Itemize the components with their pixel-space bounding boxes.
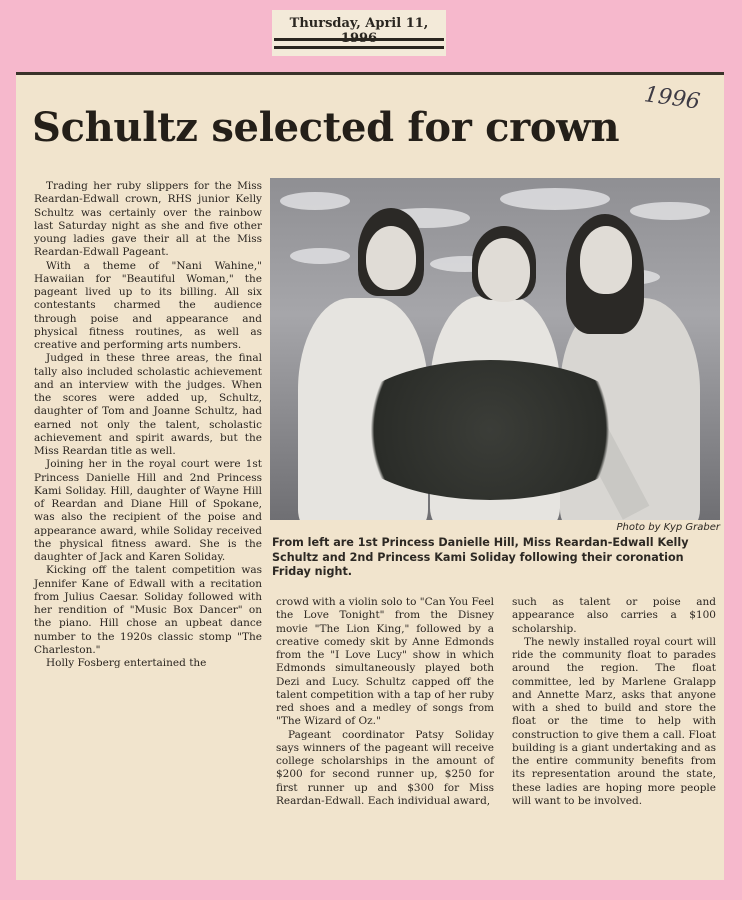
article-column-2: [276, 596, 494, 808]
paragraph: such as talent or poise and appearance also carries a $100 scholarship.: [512, 596, 716, 635]
paragraph: Kicking off the talent competition was Jennifer Kane of Edwall with a recitation from Julius Caesar. Soliday followed with her rendition of "Music Box Dancer" on the piano. Hill chose an upbeat dance number to the 1920s classic stomp "The Charleston.": [34, 564, 262, 656]
headline: Schultz selected for crown: [32, 104, 620, 151]
article-column-3: [512, 596, 716, 808]
publication-date: Thursday, April 11,: [289, 16, 429, 31]
handwritten-year: 1996: [642, 82, 702, 115]
top-border: [16, 72, 724, 75]
photo-caption: From left are 1st Princess Danielle Hill, Miss Reardan-Edwall Kelly Schultz and 2nd Princess Kami Soliday following their coronation Friday night.: [272, 536, 689, 579]
coronation-photo: [270, 178, 720, 520]
newspaper-article: [16, 72, 724, 880]
paragraph: Judged in these three areas, the final tally also included scholastic achievement and an interview with the judges. When the scores were added up, Schultz, daughter of Tom and Joanne Schultz, had earned not only the talent, scholastic achievement and spirit awards, but the Miss Reardan title as well.: [34, 352, 262, 457]
paragraph: Holly Fosberg entertained the: [46, 657, 207, 669]
paragraph: crowd with a violin solo to "Can You Feel the Love Tonight" from the Disney movie "The Lion King," followed by a creative comedy skit by Anne Edmonds from the "I Love Lucy" show in which Edmonds simultaneously played both Dezi and Lucy. Schultz capped off the talent competition with a tap of her ruby red shoes and a medley of songs from "The Wizard of Oz.": [276, 596, 494, 728]
paragraph: With a theme of "Nani Wahine," Hawaiian for "Beautiful Woman," the pageant lived up to its billing. All six contestants charmed the audience through poise and appearance and physical fitness routines, as well as creative and performing arts numbers.: [34, 259, 262, 351]
date-rule-top: [274, 38, 444, 41]
paragraph: Trading her ruby slippers for the Miss Reardan-Edwall crown, RHS junior Kelly Schultz was certainly over the rainbow last Saturday night as she and five other young ladies gave their all at the Miss Reardan-Edwall Pageant.: [34, 180, 262, 259]
date-clipping: [272, 10, 446, 56]
date-rule-bottom: [274, 46, 444, 49]
article-column-1: [34, 180, 262, 670]
photo-credit: Photo by Kyp Graber: [616, 522, 720, 533]
paragraph: Joining her in the royal court were 1st Princess Danielle Hill and 2nd Princess Kami Soliday. Hill, daughter of Wayne Hill of Reardan and Diane Hill of Spokane, was also the recipient of the poise and appearance award, while Soliday received the physical fitness award. She is the daughter of Jack and Karen Soliday.: [34, 458, 262, 563]
paragraph: The newly installed royal court will ride the community float to parades around the region. The float committee, led by Marlene Gralapp and Annette Marz, asks that anyone with a shed to build and store the float or the time to help with construction to give them a call. Float building is a giant undertaking and as the entire community benefits from its representation around the state, these ladies are hoping more people will want to be involved.: [512, 635, 716, 807]
paragraph: Pageant coordinator Patsy Soliday says winners of the pageant will receive college scholarships in the amount of $200 for second runner up, $250 for first runner up and $300 for Miss Reardan-Edwall. Each individual award,: [276, 728, 494, 807]
flower-bouquet: [340, 360, 640, 500]
